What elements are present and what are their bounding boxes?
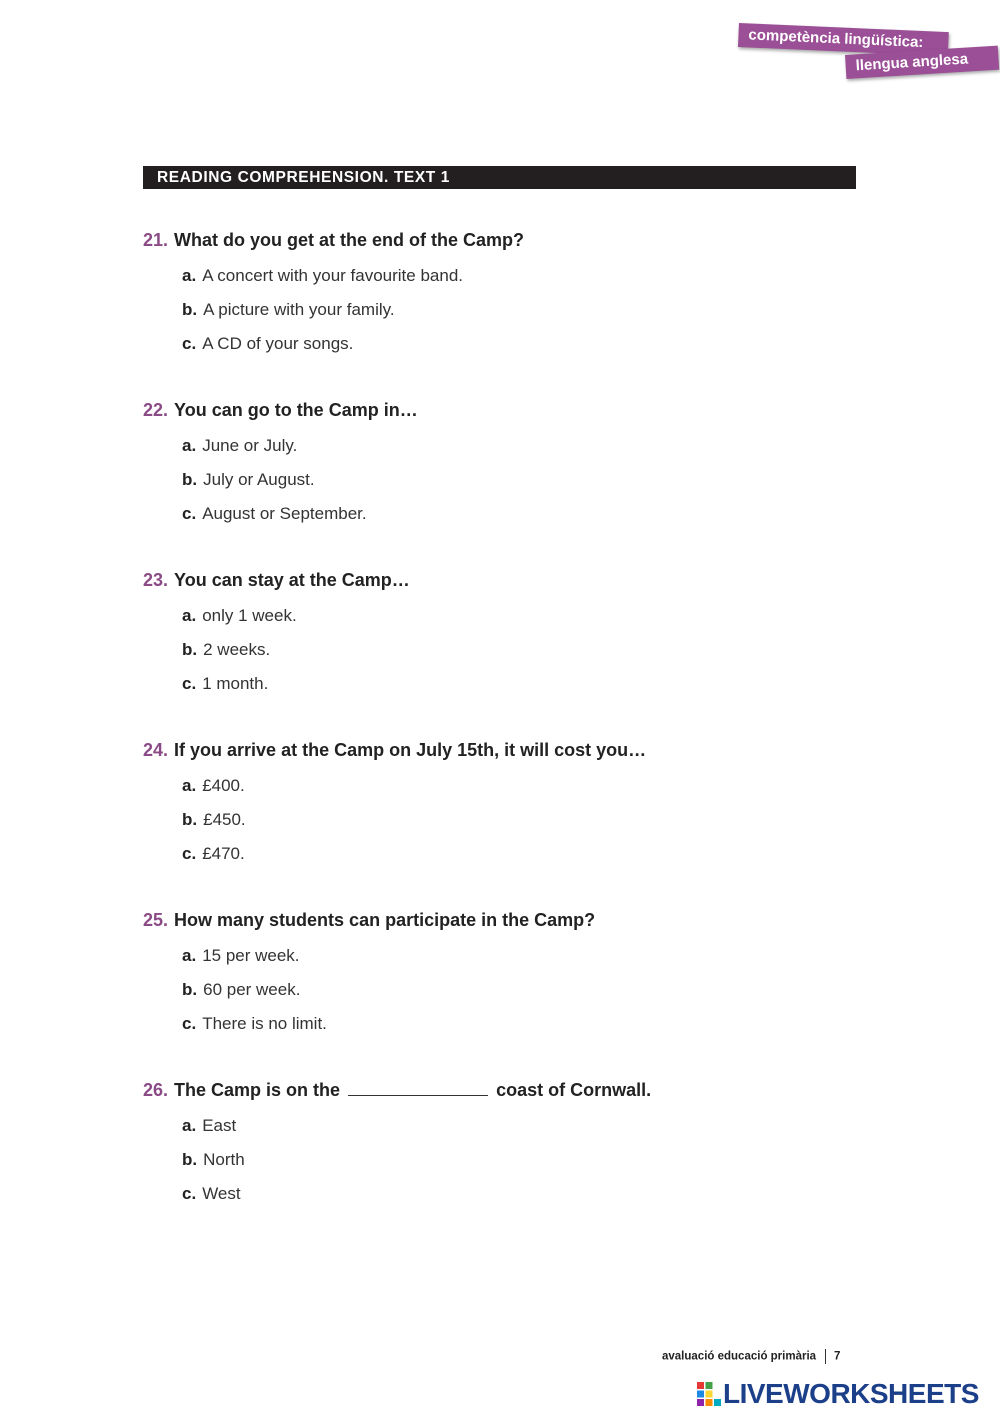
question-25 bbox=[143, 909, 903, 1048]
option-letter: a. bbox=[182, 776, 197, 795]
section-title: READING COMPREHENSION. TEXT 1 bbox=[157, 169, 450, 186]
option-text: A CD of your songs. bbox=[202, 334, 354, 353]
question-23 bbox=[143, 569, 903, 708]
option-text: £470. bbox=[202, 844, 245, 863]
question-26 bbox=[143, 1079, 903, 1218]
question-24 bbox=[143, 739, 903, 878]
option-text: £400. bbox=[202, 776, 245, 795]
answer-option-c[interactable] bbox=[182, 504, 903, 538]
answer-options bbox=[182, 266, 903, 368]
liveworksheets-brand bbox=[697, 1378, 979, 1408]
answer-option-b[interactable] bbox=[182, 810, 903, 844]
answer-option-c[interactable] bbox=[182, 1014, 903, 1048]
question-number: 25. bbox=[143, 910, 169, 930]
option-text: August or September. bbox=[202, 504, 367, 523]
answer-option-b[interactable] bbox=[182, 980, 903, 1014]
option-letter: a. bbox=[182, 266, 197, 285]
option-text: 15 per week. bbox=[202, 946, 300, 965]
option-text: West bbox=[202, 1184, 241, 1203]
footer-label: avaluació educació primària bbox=[662, 1350, 817, 1363]
option-letter: b. bbox=[182, 470, 198, 489]
question-text: You can stay at the Camp… bbox=[174, 570, 410, 590]
footer-divider bbox=[825, 1349, 826, 1364]
answer-options bbox=[182, 606, 903, 708]
option-letter: c. bbox=[182, 844, 197, 863]
question-text: What do you get at the end of the Camp? bbox=[174, 230, 525, 250]
answer-options bbox=[182, 436, 903, 538]
option-text: There is no limit. bbox=[202, 1014, 327, 1033]
question-text: How many students can participate in the Camp? bbox=[174, 910, 596, 930]
question-text-line bbox=[143, 229, 903, 251]
answer-option-c[interactable] bbox=[182, 1184, 903, 1218]
answer-option-a[interactable] bbox=[182, 946, 903, 980]
fill-in-blank[interactable] bbox=[348, 1081, 488, 1096]
question-21 bbox=[143, 229, 903, 368]
answer-option-c[interactable] bbox=[182, 674, 903, 708]
answer-option-b[interactable] bbox=[182, 640, 903, 674]
answer-option-a[interactable] bbox=[182, 776, 903, 810]
answer-option-a[interactable] bbox=[182, 1116, 903, 1150]
answer-option-a[interactable] bbox=[182, 436, 903, 470]
page-footer bbox=[662, 1349, 840, 1364]
option-letter: a. bbox=[182, 606, 197, 625]
option-letter: a. bbox=[182, 436, 197, 455]
question-text-line bbox=[143, 739, 903, 761]
option-text: £450. bbox=[203, 810, 246, 829]
option-text: June or July. bbox=[202, 436, 298, 455]
option-letter: a. bbox=[182, 1116, 197, 1135]
option-letter: c. bbox=[182, 1184, 197, 1203]
answer-options bbox=[182, 946, 903, 1048]
question-number: 23. bbox=[143, 570, 169, 590]
question-22 bbox=[143, 399, 903, 538]
option-letter: b. bbox=[182, 810, 198, 829]
section-title-bar bbox=[143, 166, 856, 189]
page-number: 7 bbox=[834, 1350, 841, 1363]
option-letter: c. bbox=[182, 334, 197, 353]
question-text: You can go to the Camp in… bbox=[174, 400, 418, 420]
answer-option-a[interactable] bbox=[182, 606, 903, 640]
answer-option-b[interactable] bbox=[182, 470, 903, 504]
brand-text: LIVEWORKSHEETS bbox=[723, 1378, 979, 1409]
answer-option-a[interactable] bbox=[182, 266, 903, 300]
option-text: A concert with your favourite band. bbox=[202, 266, 463, 285]
answer-option-c[interactable] bbox=[182, 334, 903, 368]
option-text: 1 month. bbox=[202, 674, 269, 693]
question-text-line bbox=[143, 399, 903, 421]
option-letter: c. bbox=[182, 1014, 197, 1033]
question-text-line bbox=[143, 909, 903, 931]
question-number: 21. bbox=[143, 230, 169, 250]
liveworksheets-logo-icon bbox=[697, 1382, 721, 1406]
question-number: 26. bbox=[143, 1080, 169, 1100]
option-letter: b. bbox=[182, 300, 198, 319]
option-letter: b. bbox=[182, 640, 198, 659]
option-text: only 1 week. bbox=[202, 606, 297, 625]
question-text: If you arrive at the Camp on July 15th, it will cost you… bbox=[174, 740, 647, 760]
option-text: East bbox=[202, 1116, 237, 1135]
option-text: July or August. bbox=[203, 470, 315, 489]
subject-tag-llengua: llengua anglesa bbox=[845, 46, 999, 79]
question-number: 22. bbox=[143, 400, 169, 420]
option-letter: a. bbox=[182, 946, 197, 965]
answer-option-c[interactable] bbox=[182, 844, 903, 878]
question-text-line bbox=[143, 1079, 903, 1101]
question-text-before: The Camp is on the bbox=[174, 1080, 341, 1100]
question-text-after: coast of Cornwall. bbox=[496, 1080, 652, 1100]
answer-options bbox=[182, 776, 903, 878]
option-text: A picture with your family. bbox=[203, 300, 395, 319]
question-text-line bbox=[143, 569, 903, 591]
option-text: 2 weeks. bbox=[203, 640, 271, 659]
option-text: 60 per week. bbox=[203, 980, 301, 999]
option-text: North bbox=[203, 1150, 245, 1169]
subject-tag-competencia: competència lingüística: bbox=[738, 23, 949, 56]
answer-option-b[interactable] bbox=[182, 1150, 903, 1184]
option-letter: b. bbox=[182, 1150, 198, 1169]
option-letter: c. bbox=[182, 504, 197, 523]
answer-option-b[interactable] bbox=[182, 300, 903, 334]
option-letter: b. bbox=[182, 980, 198, 999]
answer-options bbox=[182, 1116, 903, 1218]
option-letter: c. bbox=[182, 674, 197, 693]
question-number: 24. bbox=[143, 740, 169, 760]
